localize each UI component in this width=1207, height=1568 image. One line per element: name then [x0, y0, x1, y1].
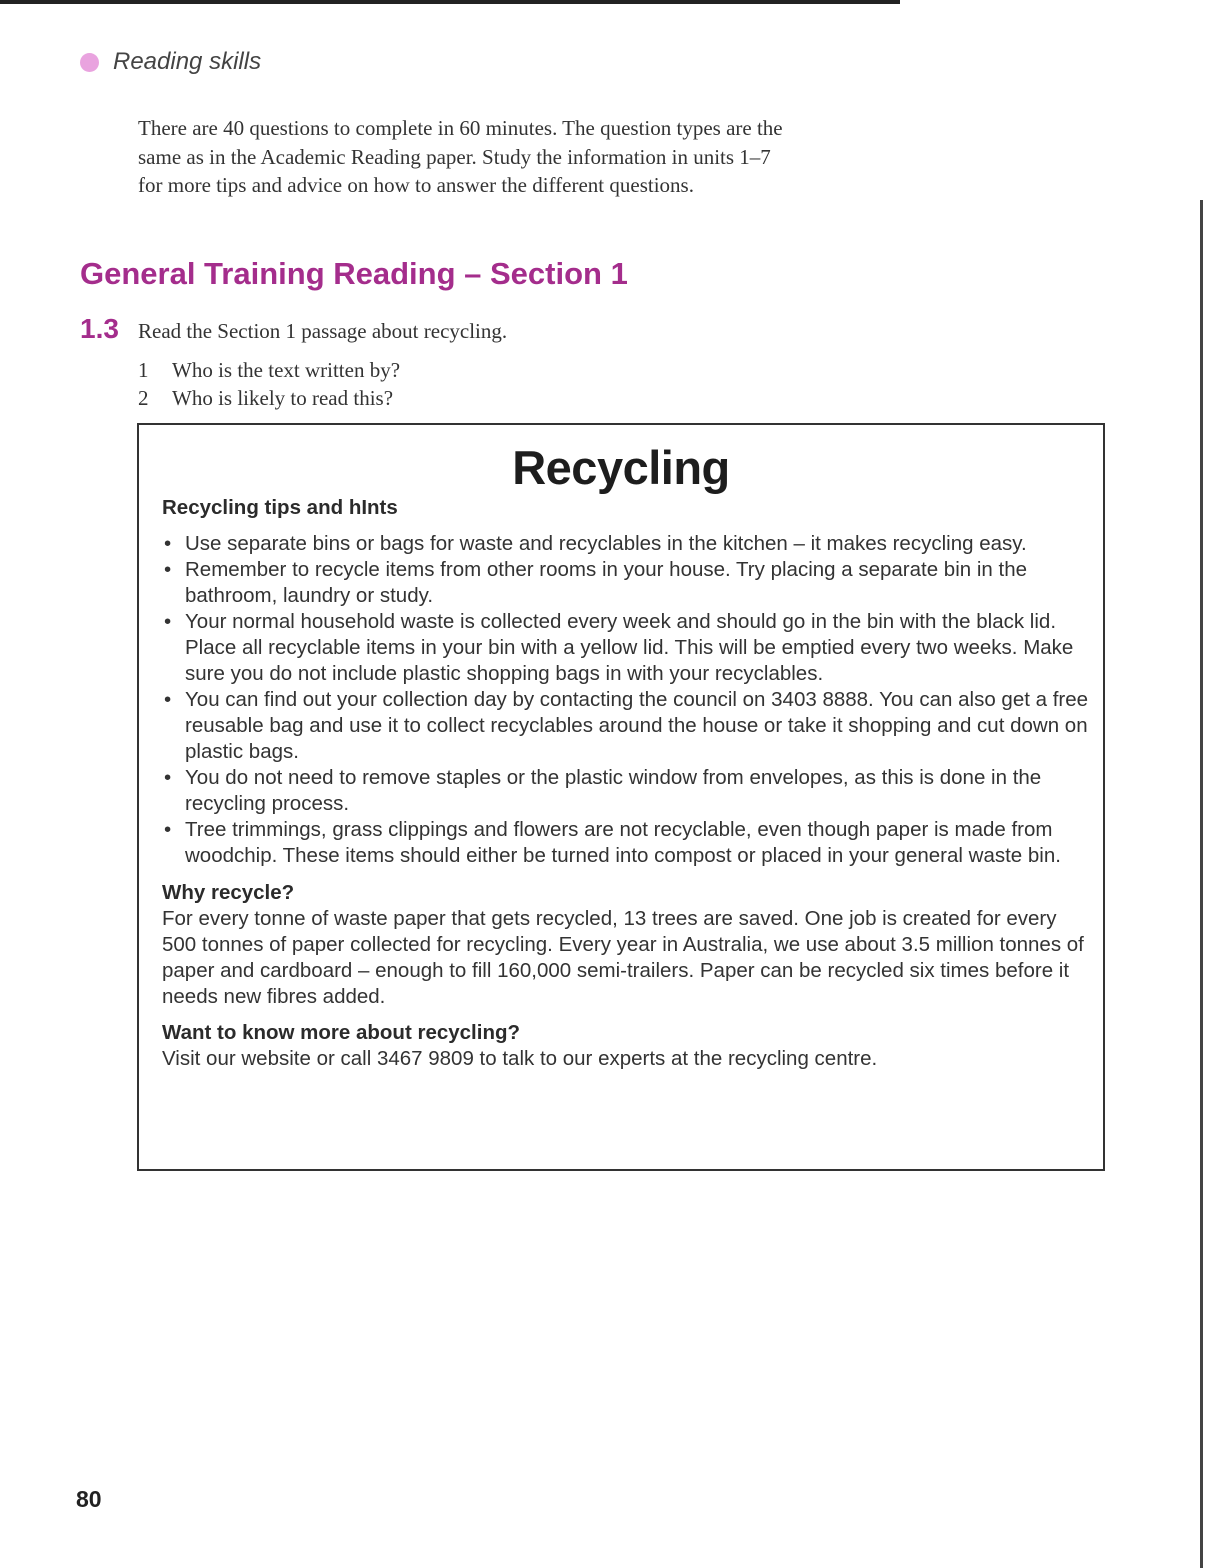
- tip-text: Use separate bins or bags for waste and recyclables in the kitchen – it makes recycling easy.: [185, 532, 1027, 555]
- tip-text: Remember to recycle items from other rooms in your house. Try placing a separate bin in the bathroom, laundry or study.: [185, 558, 1028, 607]
- passage-body: [162, 495, 1090, 1072]
- page-number: 80: [76, 1486, 102, 1512]
- bullet-icon: •: [164, 558, 172, 581]
- more-info-heading: Want to know more about recycling?: [162, 1021, 521, 1044]
- tips-list: [162, 531, 1090, 869]
- bullet-dot-icon: [80, 53, 99, 72]
- why-recycle-text: For every tonne of waste paper that gets recycled, 13 trees are saved. One job is created for every 500 tonnes of paper collected for recycling. Every year in Australia, we use about 3.5 million tonnes of paper and cardboard – enough to fill 160,000 semi-trailers. Paper can be recycled six times before it needs new fibres added.: [162, 907, 1084, 1008]
- question-list: [138, 356, 400, 412]
- bullet-icon: •: [164, 610, 172, 633]
- reading-passage-box: [137, 423, 1105, 1171]
- intro-paragraph: There are 40 questions to complete in 60 minutes. The question types are the same as in the Academic Reading paper. Study the information in units 1–7 for more tips and advice on how to answer the different questions.: [138, 116, 783, 197]
- list-item: [162, 609, 1090, 687]
- bullet-icon: •: [164, 766, 172, 789]
- list-item: [162, 817, 1090, 869]
- task-text: Read the Section 1 passage about recycling.: [138, 319, 508, 343]
- bullet-icon: •: [164, 688, 172, 711]
- question-text: Who is the text written by?: [172, 358, 401, 382]
- task-instruction: [80, 313, 507, 345]
- page-edge: [1200, 200, 1203, 1568]
- section-tag: [80, 48, 261, 76]
- list-item: [162, 765, 1090, 817]
- list-item: [162, 687, 1090, 765]
- tip-text: You do not need to remove staples or the plastic window from envelopes, as this is done in the recycling process.: [185, 766, 1042, 815]
- tip-text: Your normal household waste is collected every week and should go in the bin with the black lid. Place all recyclable items in your bin with a yellow lid. This will be emptied every two weeks. Make sure you do not include plastic shopping bags in with your recyclables.: [185, 610, 1074, 685]
- page-heading: General Training Reading – Section 1: [80, 256, 628, 291]
- question-number: 2: [138, 386, 149, 410]
- section-tag-label: Reading skills: [113, 48, 262, 75]
- list-item: [162, 557, 1090, 609]
- task-number: 1.3: [80, 313, 119, 344]
- question-number: 1: [138, 358, 149, 382]
- question-item: [138, 384, 400, 412]
- top-rule: [0, 0, 900, 4]
- question-text: Who is likely to read this?: [172, 386, 394, 410]
- bullet-icon: •: [164, 818, 172, 841]
- passage-title: Recycling: [512, 441, 730, 494]
- more-info-text: Visit our website or call 3467 9809 to talk to our experts at the recycling centre.: [162, 1047, 878, 1070]
- list-item: [162, 531, 1090, 557]
- why-recycle-heading: Why recycle?: [162, 881, 295, 904]
- tip-text: You can find out your collection day by contacting the council on 3403 8888. You can also get a free reusable bag and use it to collect recyclables around the house or take it shopping and cut down on plastic bags.: [185, 688, 1089, 763]
- tip-text: Tree trimmings, grass clippings and flowers are not recyclable, even though paper is made from woodchip. These items should either be turned into compost or placed in your general waste bin.: [185, 818, 1061, 867]
- bullet-icon: •: [164, 532, 172, 555]
- tips-heading: Recycling tips and hInts: [162, 496, 398, 519]
- question-item: [138, 356, 400, 384]
